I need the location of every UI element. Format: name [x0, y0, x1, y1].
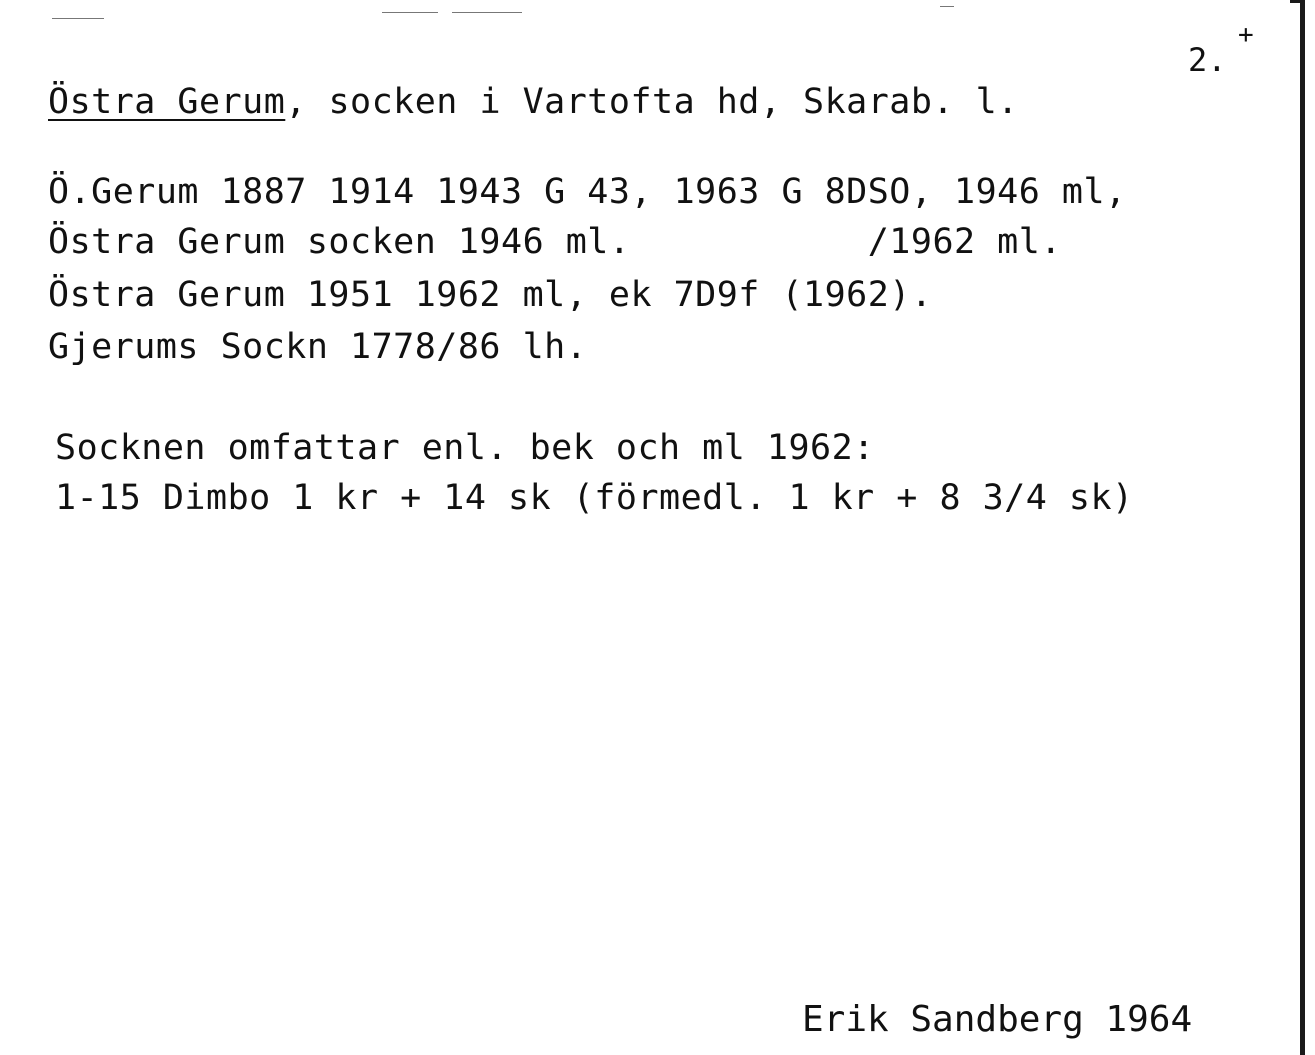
scan-speck [940, 6, 954, 7]
contents-item: 1-15 Dimbo 1 kr + 14 sk (förmedl. 1 kr + 8 3/4 sk) [55, 478, 1134, 518]
signature: Erik Sandberg 1964 [802, 999, 1193, 1040]
name-form-line: Östra Gerum socken 1946 ml. /1962 ml. [48, 222, 1062, 262]
contents-intro: Socknen omfattar enl. bek och ml 1962: [55, 428, 875, 468]
card-number-mark: + [1238, 20, 1254, 50]
heading-place-name: Östra Gerum [48, 82, 286, 122]
scan-speck [52, 18, 104, 19]
card-heading [48, 82, 1019, 122]
name-form-line: Östra Gerum 1951 1962 ml, ek 7D9f (1962). [48, 275, 933, 315]
card-right-edge [1300, 0, 1305, 1055]
scan-speck [452, 12, 522, 13]
name-form-line: Ö.Gerum 1887 1914 1943 G 43, 1963 G 8DSO, 1946 ml, [48, 172, 1127, 212]
card-number: 2. [1188, 41, 1227, 79]
heading-description: , socken i Vartofta hd, Skarab. l. [285, 82, 1019, 122]
scan-speck [382, 12, 438, 13]
name-form-line: Gjerums Sockn 1778/86 lh. [48, 327, 588, 367]
